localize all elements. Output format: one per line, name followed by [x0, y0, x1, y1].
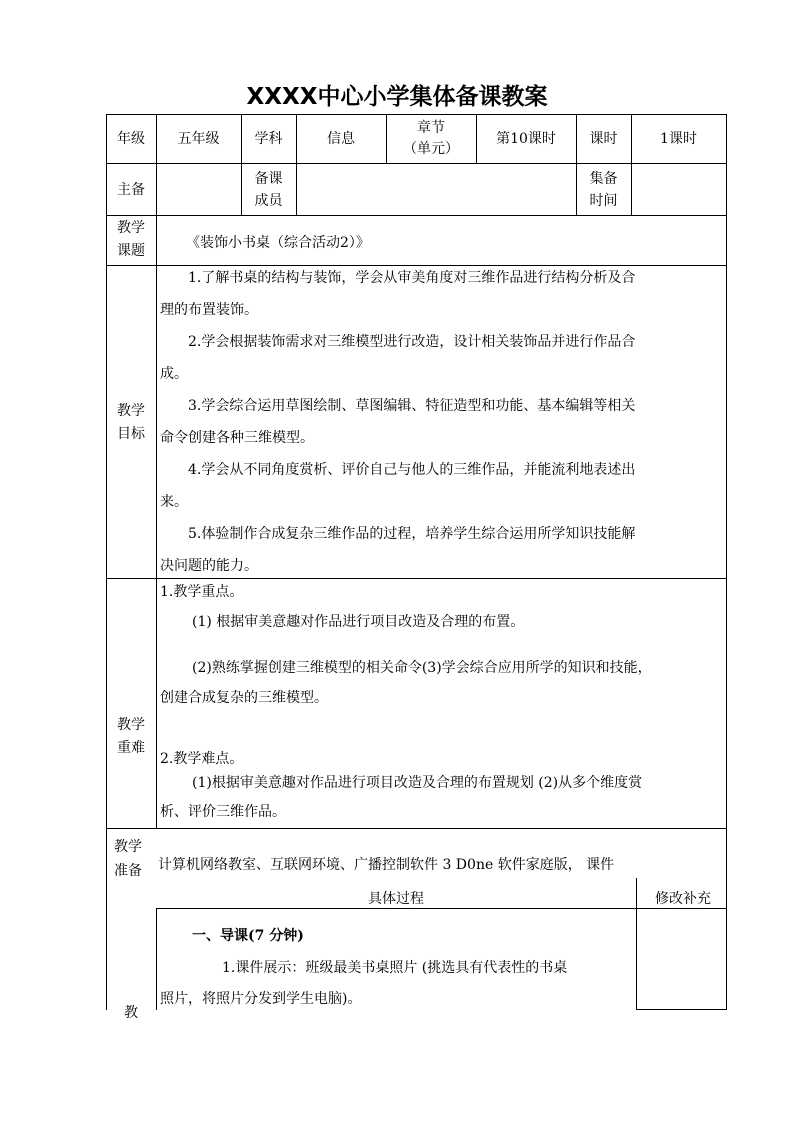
chapter-value: 第10课时 [496, 131, 556, 147]
preparation-value: 计算机网络教室、互联网环境、广播控制软件 3 D0ne 软件家庭版， 课件 [158, 857, 615, 873]
objectives-list [160, 262, 718, 582]
prep-time-label: 集备 [589, 171, 618, 187]
table-border [106, 114, 727, 115]
table-border [726, 114, 727, 1010]
objectives-label-2: 目标 [117, 426, 145, 442]
keypoint-line: (2)熟练掌握创建三维模型的相关命令(3)学会综合应用所学的知识和技能， [192, 660, 652, 676]
objective-line: 理的布置装饰。 [160, 302, 258, 318]
members-label: 备课 [254, 171, 283, 187]
keypoints-label: 教学 [117, 717, 145, 733]
chapter-label: 章节 [417, 120, 445, 136]
table-border [156, 163, 157, 215]
subject-value: 信息 [327, 131, 355, 147]
table-border [156, 908, 157, 1010]
period-value: 1课时 [660, 131, 697, 147]
objective-line: 3.学会综合运用草图绘制、草图编辑、特征造型和功能、基本编辑等相关 [188, 398, 636, 414]
grade-value: 五年级 [177, 131, 220, 147]
process-side-label: 教 [124, 1005, 138, 1021]
members-label-2: 成员 [254, 193, 283, 209]
keypoints-label-2: 重难 [117, 740, 145, 756]
prep-time-label-2: 时间 [589, 193, 618, 209]
page-title: XXXX中心小学集体备课教案 [246, 84, 548, 110]
process-line: 照片，将照片分发到学生电脑)。 [160, 991, 362, 1007]
subject-label: 学科 [254, 131, 283, 147]
table-border [636, 1009, 727, 1010]
period-label: 课时 [589, 131, 618, 147]
table-border [631, 163, 632, 215]
keypoint-line: 创建合成复杂的三维模型。 [160, 690, 328, 706]
table-border [106, 828, 727, 829]
table-border [296, 163, 297, 215]
keypoint-line: 1.教学重点。 [160, 584, 244, 600]
objective-line: 命令创建各种三维模型。 [160, 430, 314, 446]
keypoint-line: (1) 根据审美意趣对作品进行项目改造及合理的布置。 [192, 614, 525, 630]
table-border [636, 878, 637, 1009]
section-title: 一、导课(7 分钟) [192, 928, 304, 944]
objective-line: 4.学会从不同角度赏析、评价自己与他人的三维作品，并能流利地表述出 [188, 462, 636, 478]
table-border [106, 215, 727, 216]
process-line: 1.课件展示：班级最美书桌照片 (挑选具有代表性的书桌 [222, 960, 568, 976]
topic-label: 教学 [117, 220, 145, 236]
keypoint-line: 析、评价三维作品。 [160, 804, 286, 820]
table-border [156, 908, 727, 909]
objective-line: 来。 [160, 494, 188, 510]
preparation-label: 教学 [114, 839, 142, 855]
chapter-label-unit: （单元） [403, 141, 459, 157]
topic-label-2: 课题 [117, 243, 145, 259]
objective-line: 1.了解书桌的结构与装饰，学会从审美角度对三维作品进行结构分析及合 [188, 270, 636, 286]
objective-line: 成。 [160, 366, 188, 382]
process-header: 具体过程 [368, 891, 424, 907]
table-border [106, 163, 727, 164]
table-border [156, 215, 157, 828]
preparation-label-2: 准备 [114, 863, 142, 879]
topic-value: 《装饰小书桌（综合活动2）》 [186, 235, 370, 251]
objective-line: 5.体验制作合成复杂三维作品的过程，培养学生综合运用所学知识技能解 [188, 526, 636, 542]
lead-preparer-label: 主备 [117, 182, 145, 198]
objective-line: 决问题的能力。 [160, 558, 258, 574]
keypoint-line: 2.教学难点。 [160, 751, 244, 767]
revise-header: 修改补充 [655, 891, 711, 907]
grade-label: 年级 [117, 131, 145, 147]
objective-line: 2.学会根据装饰需求对三维模型进行改造，设计相关装饰品并进行作品合 [188, 334, 636, 350]
objectives-label: 教学 [117, 403, 145, 419]
keypoint-line: (1)根据审美意趣对作品进行项目改造及合理的布置规划 (2)从多个维度赏 [192, 775, 643, 791]
